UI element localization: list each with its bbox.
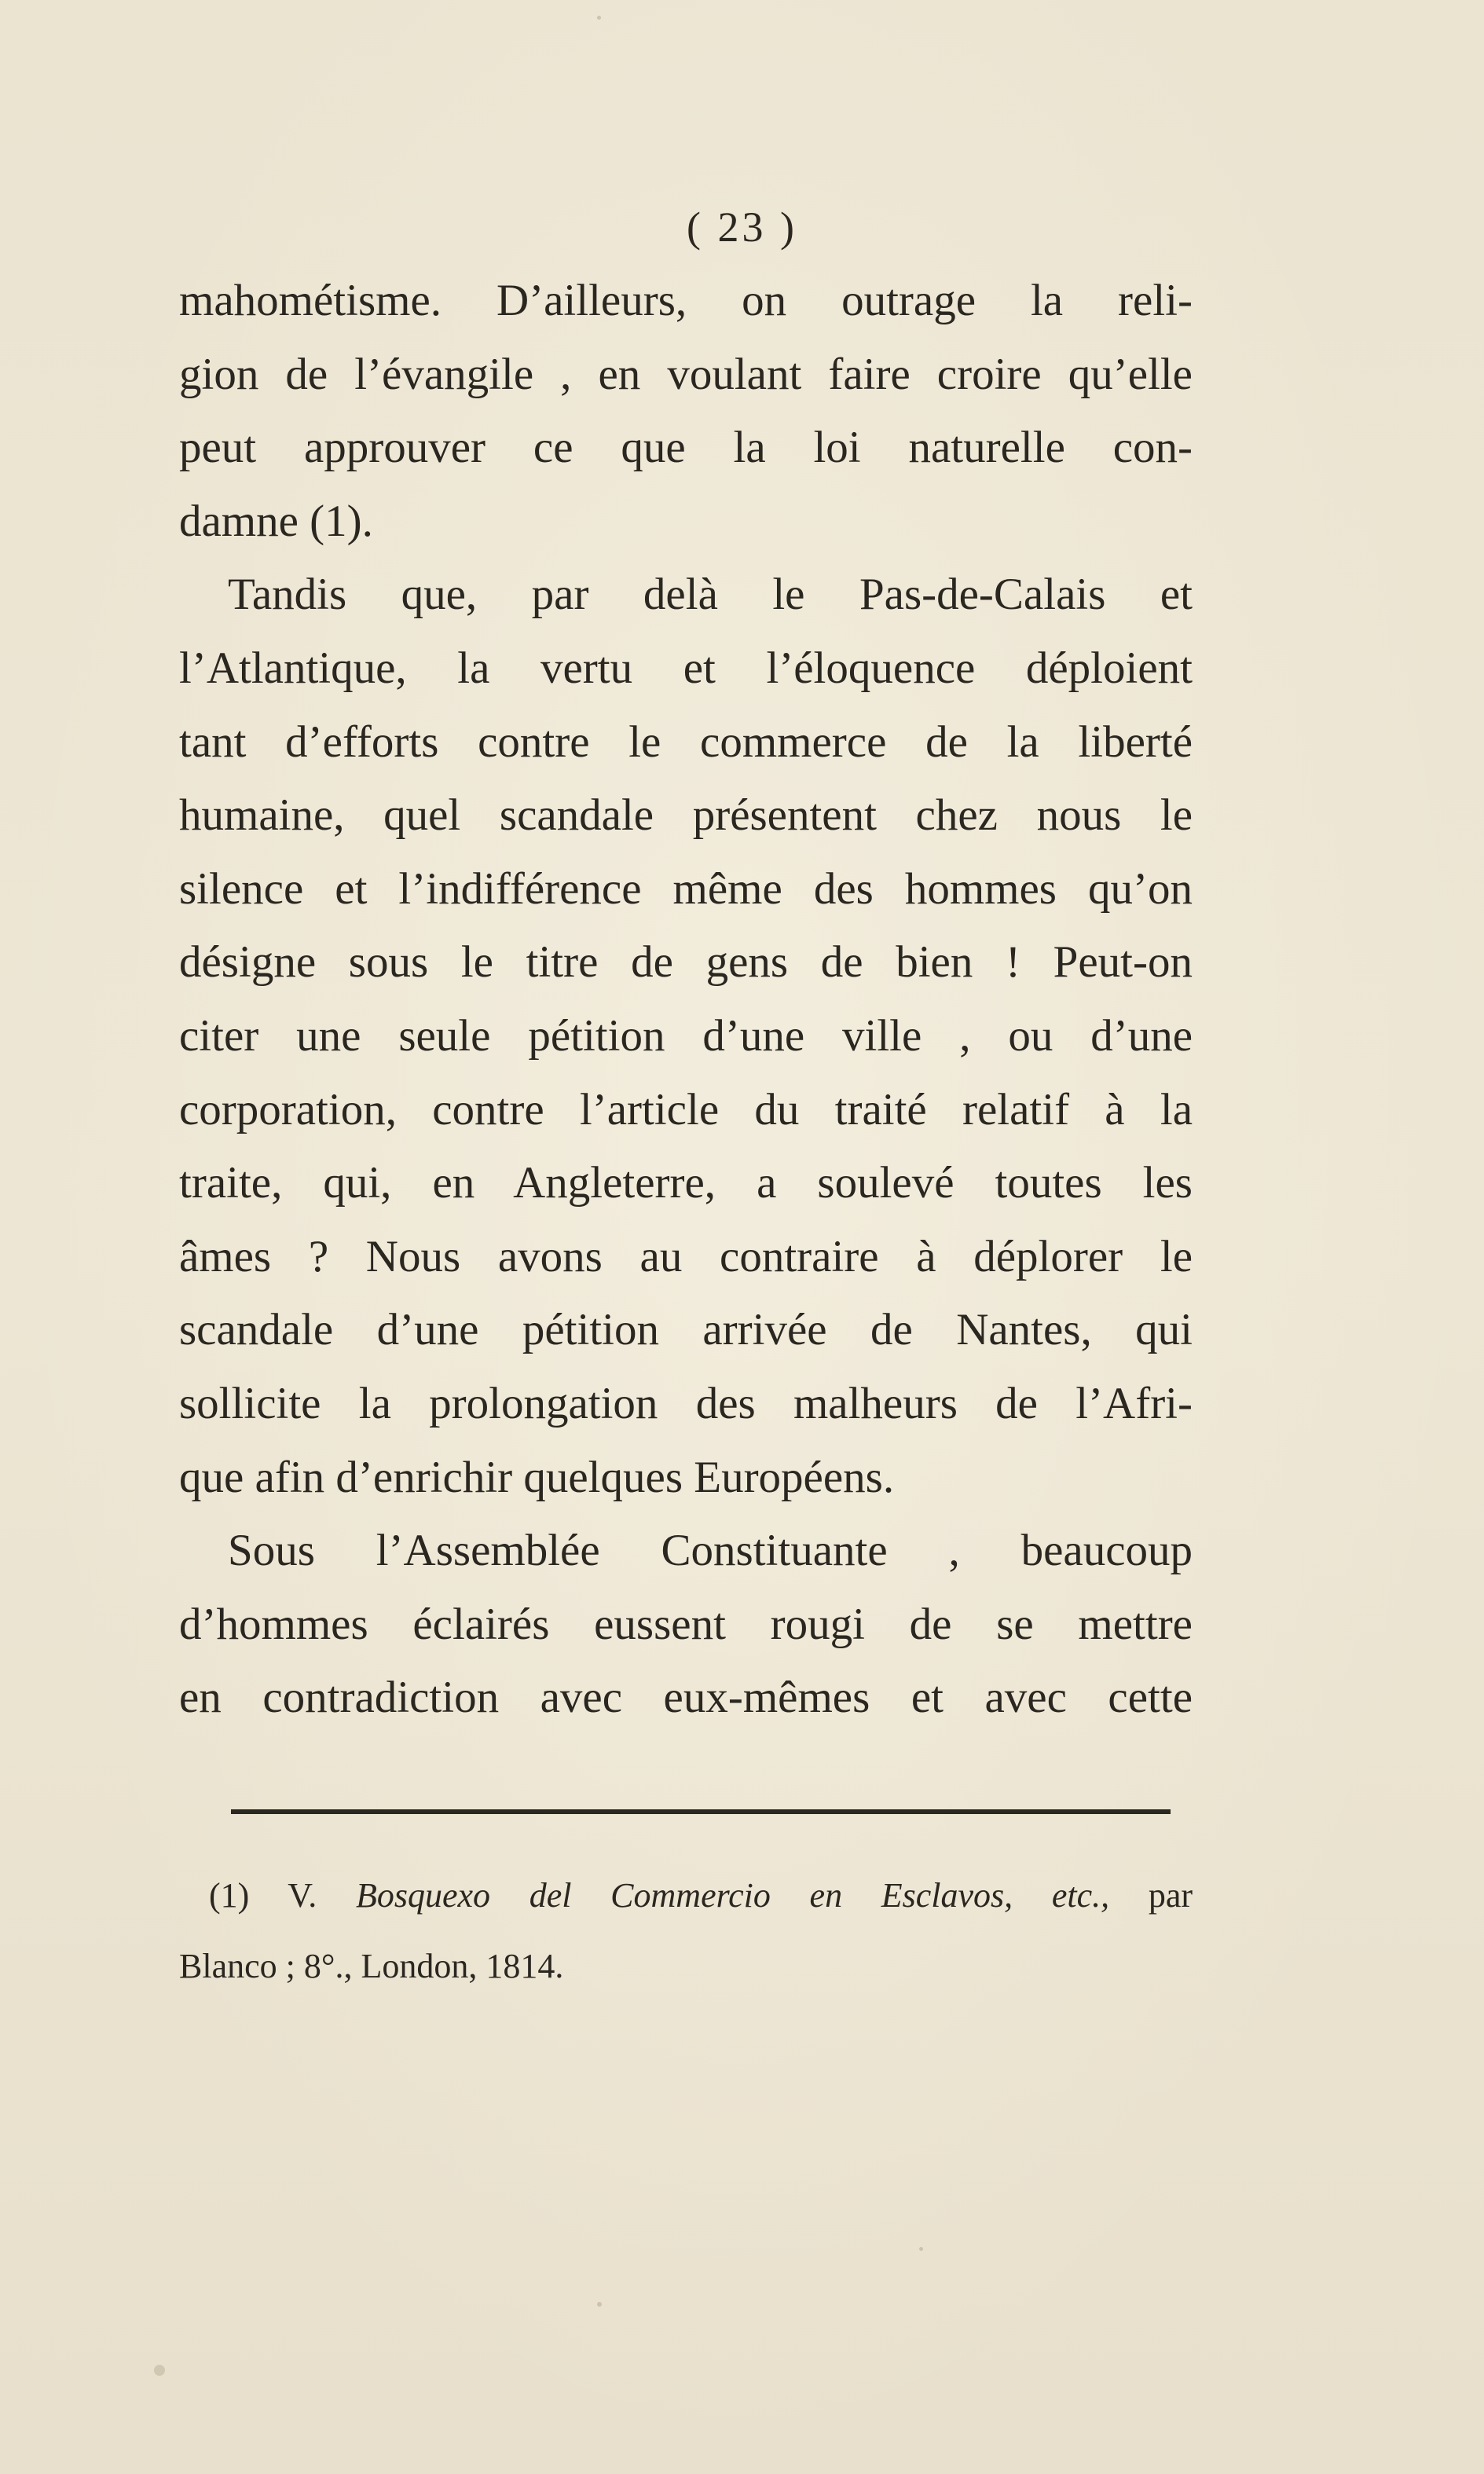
footnote — [179, 1860, 1193, 2002]
text-line: mahométisme. D’ailleurs, on outrage la reli- — [179, 276, 1193, 325]
paper-speck — [919, 2247, 923, 2251]
text-line: corporation, contre l’article du traité relatif à la — [179, 1084, 1193, 1134]
text-line: peut approuver ce que la loi naturelle con- — [179, 423, 1193, 473]
text-line: gion de l’évangile , en voulant faire croire qu’elle — [179, 349, 1193, 399]
text-line: tant d’efforts contre le commerce de la liberté — [179, 717, 1193, 767]
text-line: âmes ? Nous avons au contraire à déplorer le — [179, 1231, 1193, 1281]
text-line: en contradiction avec eux-mêmes et avec cette — [179, 1673, 1193, 1723]
text-line: citer une seule pétition d’une ville , ou d’une — [179, 1010, 1193, 1061]
paper-speck — [154, 2365, 165, 2376]
text-line: silence et l’indifférence même des hommes qu’on — [179, 863, 1193, 914]
page-number: ( 23 ) — [687, 203, 797, 251]
footnote-after-title: par — [1148, 1876, 1193, 1915]
footnote-separator-rule — [231, 1809, 1171, 1814]
text-line: l’Atlantique, la vertu et l’éloquence déploient — [179, 643, 1193, 693]
text-line: Tandis que, par delà le Pas-de-Calais et — [228, 570, 1193, 620]
text-line: scandale d’une pétition arrivée de Nantes, qui — [179, 1305, 1193, 1355]
text-line: damne (1). — [179, 496, 373, 546]
footnote-title: Bosquexo del Commercio en Esclavos, etc., — [356, 1876, 1110, 1915]
text-line: désigne sous le titre de gens de bien ! Peut-on — [179, 937, 1193, 988]
main-text — [179, 264, 1193, 1735]
text-line: que afin d’enrichir quelques Européens. — [179, 1452, 895, 1502]
text-line: humaine, quel scandale présentent chez nous le — [179, 790, 1193, 841]
text-line: sollicite la prolongation des malheurs de l’Afri- — [179, 1378, 1193, 1428]
footnote-line-2: Blanco ; 8°., London, 1814. — [179, 1947, 564, 1985]
footnote-marker: (1) V. — [209, 1876, 317, 1915]
text-line: traite, qui, en Angleterre, a soulevé toutes les — [179, 1158, 1193, 1208]
paper-speck — [597, 16, 601, 20]
paper-speck — [597, 2302, 602, 2307]
text-line: d’hommes éclairés eussent rougi de se mettre — [179, 1599, 1193, 1649]
footnote-line-1 — [179, 1860, 1193, 1931]
text-line: Sous l’Assemblée Constituante , beaucoup — [228, 1526, 1193, 1576]
